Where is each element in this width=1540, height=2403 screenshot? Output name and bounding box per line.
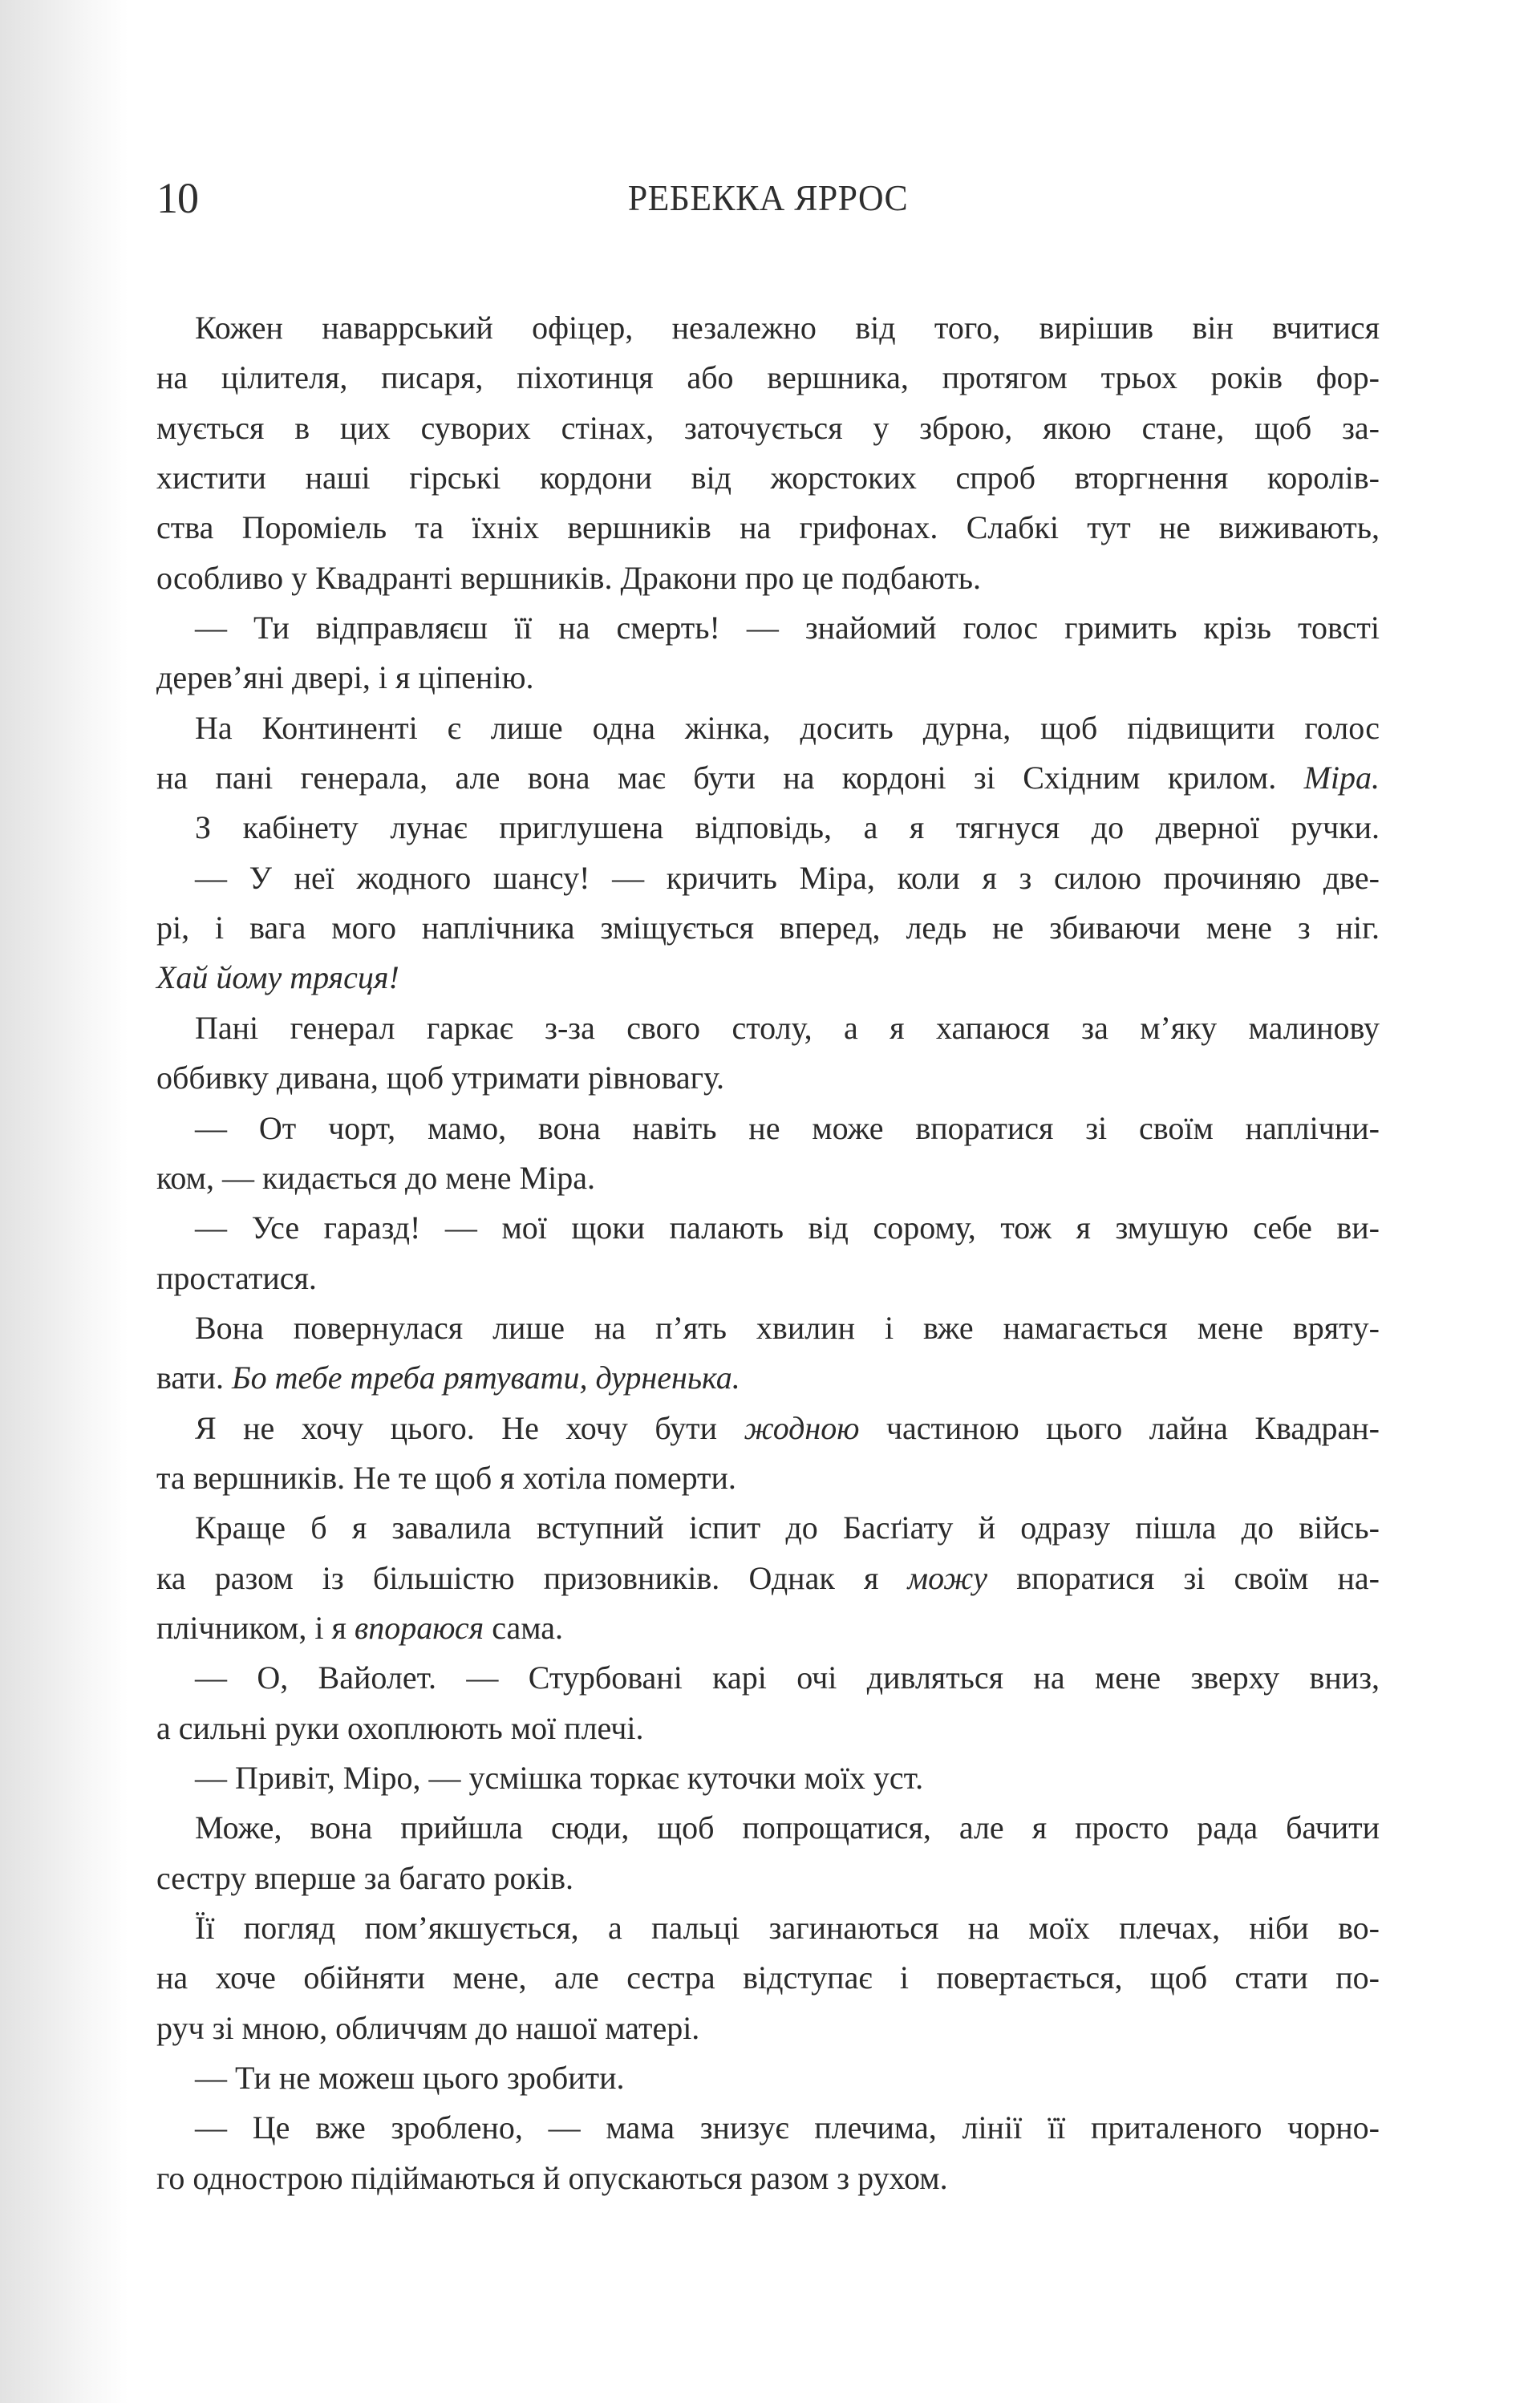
book-author-header: РЕБЕККА ЯРРОС bbox=[627, 177, 909, 218]
text-line bbox=[156, 353, 1380, 403]
text-line bbox=[156, 1953, 1380, 2003]
text-segment: — Привіт, Міро, — усмішка торкає куточки моїх уст. bbox=[195, 1759, 924, 1796]
text-line bbox=[156, 2053, 1380, 2103]
text-segment: на пані генерала, але вона має бути на кордоні зі Східним крилом. bbox=[156, 760, 1304, 796]
text-line bbox=[156, 1104, 1380, 1153]
text-segment: — О, Вайолет. — Стурбовані карі очі дивляться на мене зверху вниз, bbox=[195, 1659, 1380, 1696]
text-line bbox=[156, 1203, 1380, 1253]
text-line bbox=[156, 1353, 1380, 1403]
text-line bbox=[156, 1603, 1380, 1653]
text-segment: мується в цих суворих стінах, заточується у зброю, якою стане, щоб за- bbox=[156, 409, 1380, 446]
text-segment: сама. bbox=[484, 1609, 564, 1646]
text-segment: З кабінету лунає приглушена відповідь, а я тягнуся до дверної ручки. bbox=[195, 809, 1380, 846]
text-line bbox=[156, 703, 1380, 753]
text-segment: Краще б я завалила вступний іспит до Басґіату й одразу пішла до війсь- bbox=[195, 1509, 1380, 1546]
italic-text: жодною bbox=[744, 1409, 860, 1446]
text-line bbox=[156, 853, 1380, 903]
text-segment: Вона повернулася лише на п’ять хвилин і вже намагається мене врятy- bbox=[195, 1309, 1380, 1346]
text-segment: Я не хочу цього. Не хочу бути bbox=[195, 1409, 744, 1446]
book-body-text bbox=[156, 303, 1380, 2203]
text-segment: Її погляд пом’якшується, а пальці загинаються на моїх плечах, ніби во- bbox=[195, 1910, 1380, 1946]
text-segment: частиною цього лайна Квадран- bbox=[859, 1409, 1380, 1446]
text-segment: Може, вона прийшла сюди, щоб попрощатися, але я просто рада бачити bbox=[195, 1809, 1380, 1846]
italic-text: Міра. bbox=[1303, 760, 1380, 796]
text-segment: — У неї жодного шансу! — кричить Міра, коли я з силою прочиняю две- bbox=[195, 859, 1380, 896]
text-line bbox=[156, 1803, 1380, 1853]
text-segment: хистити наші гірські кордони від жорстоких спроб вторгнення королів- bbox=[156, 460, 1380, 496]
italic-text: Хай йому трясця! bbox=[156, 959, 399, 996]
text-line bbox=[156, 1254, 1380, 1303]
text-line bbox=[156, 1753, 1380, 1803]
text-segment: — От чорт, мамо, вона навіть не може впоратися зі своїм наплічни- bbox=[195, 1109, 1380, 1146]
text-line bbox=[156, 1404, 1380, 1453]
text-segment: ком, — кидається до мене Міра. bbox=[156, 1159, 595, 1196]
text-segment: рі, і вага мого наплічника зміщується вперед, ледь не збиваючи мене з ніг. bbox=[156, 910, 1380, 946]
running-header bbox=[156, 176, 1380, 220]
text-segment: простатися. bbox=[156, 1259, 317, 1296]
text-segment: на цілителя, писаря, піхотинця або вершника, протягом трьох років фор- bbox=[156, 359, 1380, 396]
text-segment: на хоче обійняти мене, але сестра відступає і повертається, щоб стати по- bbox=[156, 1959, 1380, 1996]
text-line bbox=[156, 1903, 1380, 1953]
text-segment: впоратися зі своїм на- bbox=[987, 1559, 1380, 1596]
text-segment: ка разом із більшістю призовників. Однак я bbox=[156, 1559, 908, 1596]
text-line bbox=[156, 953, 1380, 1003]
text-line bbox=[156, 1653, 1380, 1703]
text-segment: Пані генерал гаркає з-за свого столу, а я хапаюся за м’яку малинову bbox=[195, 1009, 1380, 1046]
text-segment: особливо у Квадранті вершників. Дракони про це подбають. bbox=[156, 559, 982, 596]
text-segment: вати. bbox=[156, 1360, 232, 1396]
text-line bbox=[156, 803, 1380, 853]
text-segment: — Ти не можеш цього зробити. bbox=[195, 2060, 625, 2097]
text-line bbox=[156, 2103, 1380, 2153]
text-segment: плічником, і я bbox=[156, 1609, 355, 1646]
page-number: 10 bbox=[156, 174, 198, 222]
text-line bbox=[156, 503, 1380, 553]
text-line bbox=[156, 1503, 1380, 1553]
text-segment: руч зі мною, обличчям до нашої матері. bbox=[156, 2009, 700, 2046]
italic-text: можу bbox=[907, 1559, 988, 1596]
italic-text: Бо тебе треба рятувати, дурненька. bbox=[231, 1360, 740, 1396]
text-line bbox=[156, 1554, 1380, 1603]
text-segment: Кожен наваррський офіцер, незалежно від того, вирішив він вчитися bbox=[195, 310, 1380, 346]
text-line bbox=[156, 2004, 1380, 2053]
text-segment: дерев’яні двері, і я ціпенію. bbox=[156, 659, 534, 696]
page-gutter-shadow bbox=[0, 0, 128, 2403]
text-segment: оббивку дивана, щоб утримати рівновагу. bbox=[156, 1060, 724, 1096]
text-segment: а сильні руки охоплюють мої плечі. bbox=[156, 1709, 644, 1746]
text-line bbox=[156, 1854, 1380, 1903]
text-segment: го однострою підіймаються й опускаються разом з рухом. bbox=[156, 2159, 948, 2196]
text-line bbox=[156, 553, 1380, 603]
text-line bbox=[156, 1303, 1380, 1353]
text-line bbox=[156, 653, 1380, 703]
text-line bbox=[156, 1053, 1380, 1103]
text-segment: та вершників. Не те щоб я хотіла померти. bbox=[156, 1459, 736, 1496]
text-line bbox=[156, 2154, 1380, 2203]
text-segment: — Ти відправляєш її на смерть! — знайомий голос гримить крізь товсті bbox=[195, 610, 1380, 646]
text-segment: сестру вперше за багато років. bbox=[156, 1859, 573, 1896]
italic-text: впораюся bbox=[354, 1609, 484, 1646]
text-line bbox=[156, 1453, 1380, 1503]
text-line bbox=[156, 1704, 1380, 1753]
text-line bbox=[156, 403, 1380, 453]
text-line bbox=[156, 1153, 1380, 1203]
text-line bbox=[156, 453, 1380, 503]
text-segment: — Це вже зроблено, — мама знизує плечима, лінії її приталеного чорно- bbox=[195, 2109, 1380, 2146]
text-segment: — Усе гаразд! — мої щоки палають від сорому, тож я змушую себе ви- bbox=[195, 1210, 1380, 1246]
text-line bbox=[156, 903, 1380, 953]
text-line bbox=[156, 303, 1380, 353]
text-segment: ства Пороміель та їхніх вершників на грифонах. Слабкі тут не виживають, bbox=[156, 509, 1380, 546]
text-line bbox=[156, 603, 1380, 653]
text-line bbox=[156, 1003, 1380, 1053]
text-segment: На Континенті є лише одна жінка, досить дурна, щоб підвищити голос bbox=[195, 709, 1380, 746]
text-line bbox=[156, 753, 1380, 803]
